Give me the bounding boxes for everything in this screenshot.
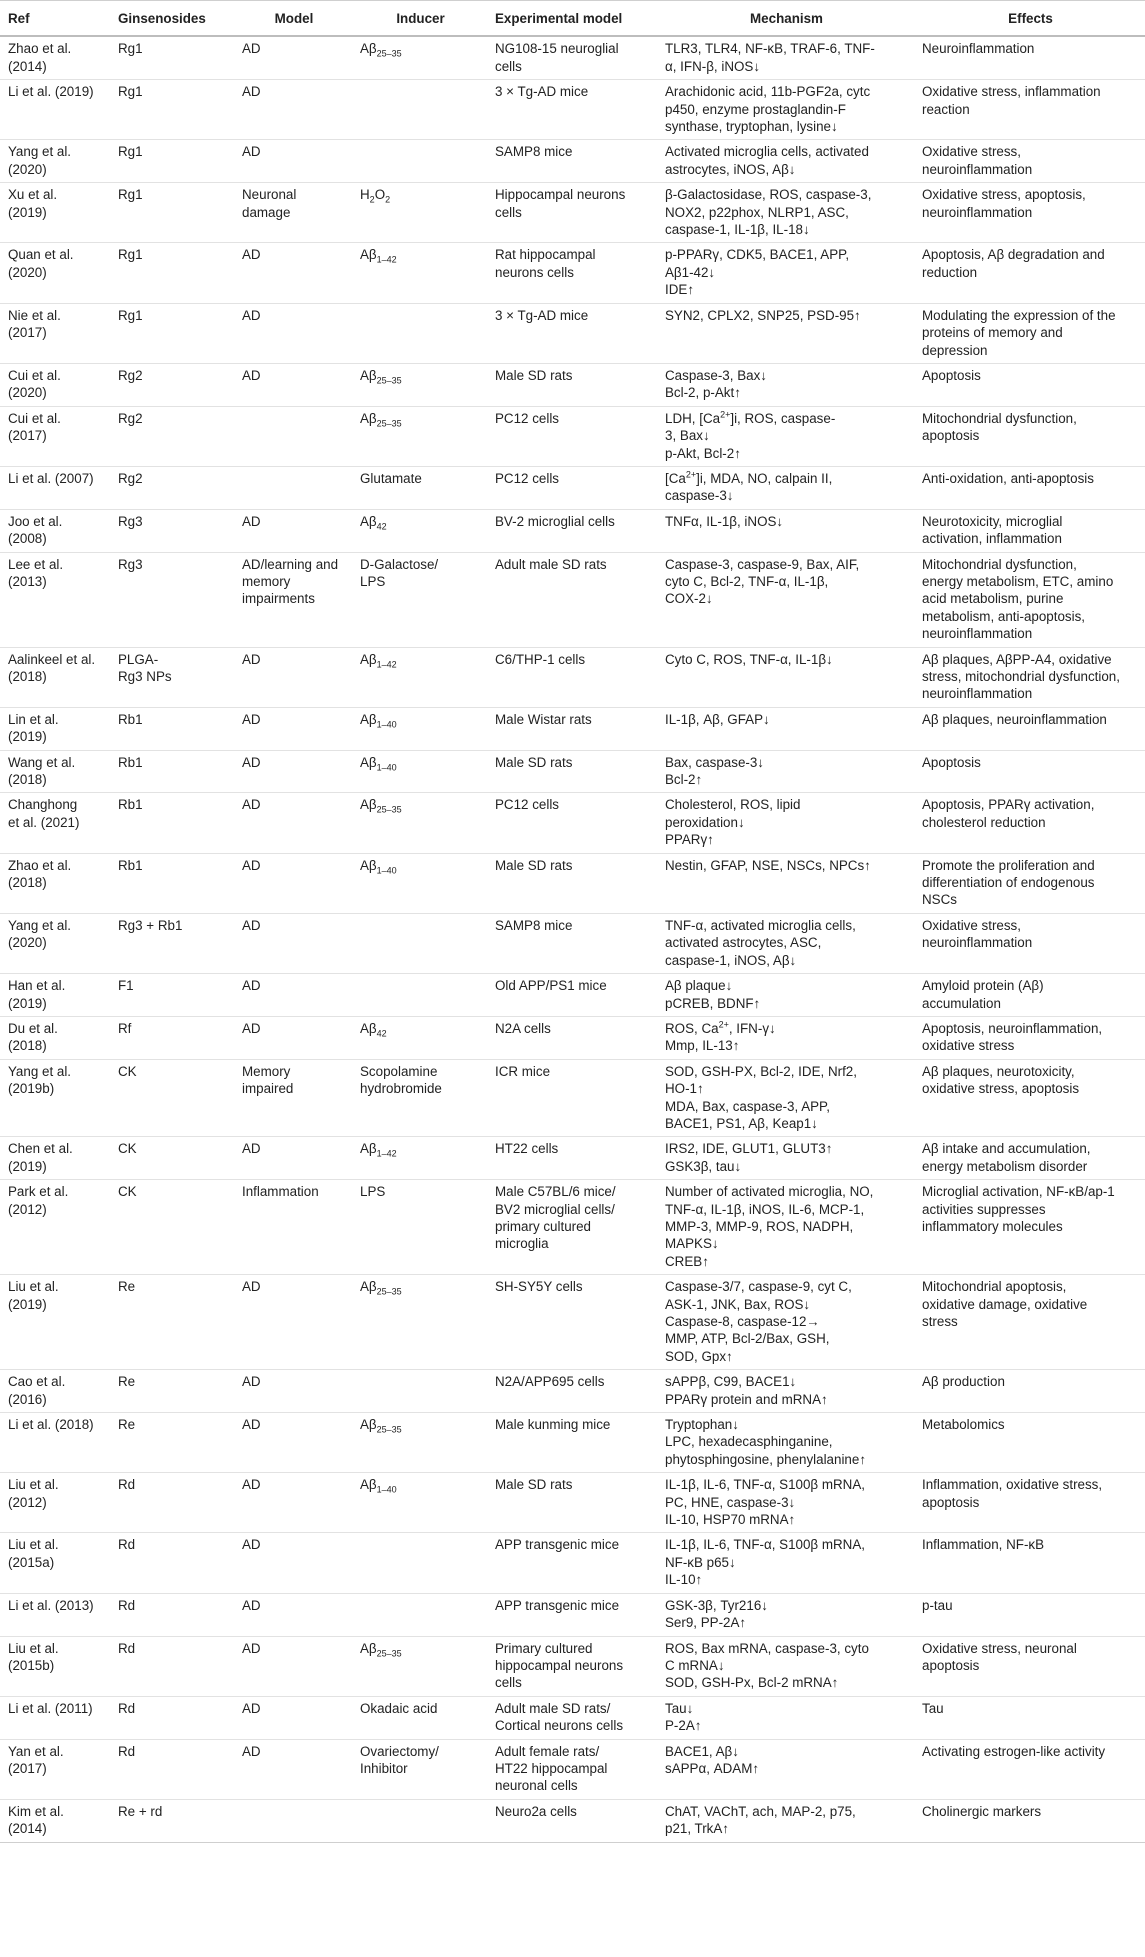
cell-model: AD: [234, 1739, 352, 1799]
cell-ginsenoside: Rg1: [110, 80, 234, 140]
table-row: [0, 183, 1145, 243]
cell-ginsenoside: Rg3: [110, 509, 234, 552]
cell-inducer: Okadaic acid: [352, 1696, 487, 1739]
cell-effects: Aβ plaques, neuroinflammation: [914, 707, 1145, 750]
cell-experimental-model: HT22 cells: [487, 1137, 657, 1180]
cell-inducer: [352, 1533, 487, 1593]
cell-ref: Liu et al. (2015b): [0, 1636, 110, 1696]
cell-model: AD: [234, 303, 352, 363]
cell-experimental-model: PC12 cells: [487, 793, 657, 853]
cell-mechanism: Aβ plaque↓ pCREB, BDNF↑: [657, 974, 914, 1017]
cell-ginsenoside: F1: [110, 974, 234, 1017]
cell-experimental-model: Male SD rats: [487, 750, 657, 793]
cell-ginsenoside: Rg1: [110, 303, 234, 363]
cell-ginsenoside: Rg1: [110, 140, 234, 183]
cell-experimental-model: SH-SY5Y cells: [487, 1275, 657, 1370]
cell-effects: Apoptosis, neuroinflammation, oxidative stress: [914, 1016, 1145, 1059]
table-row: [0, 1593, 1145, 1636]
cell-inducer: Glutamate: [352, 466, 487, 509]
cell-mechanism: Tau↓ P-2A↑: [657, 1696, 914, 1739]
cell-inducer: $A\beta_{42}$: [352, 509, 487, 552]
cell-mechanism: Arachidonic acid, 11b-PGF2a, cytc p450, enzyme prostaglandin-F synthase, tryptophan, lysine↓: [657, 80, 914, 140]
header-ref: Ref: [0, 1, 110, 37]
cell-experimental-model: Adult male SD rats/ Cortical neurons cells: [487, 1696, 657, 1739]
cell-inducer: [352, 1370, 487, 1413]
table-row: [0, 1473, 1145, 1533]
cell-model: [234, 466, 352, 509]
cell-ref: Lin et al. (2019): [0, 707, 110, 750]
cell-effects: Cholinergic markers: [914, 1799, 1145, 1842]
cell-effects: p-tau: [914, 1593, 1145, 1636]
cell-model: AD: [234, 243, 352, 303]
cell-experimental-model: APP transgenic mice: [487, 1533, 657, 1593]
cell-effects: Inflammation, oxidative stress, apoptosis: [914, 1473, 1145, 1533]
cell-mechanism: Caspase-3, Bax↓ Bcl-2, p-Akt↑: [657, 363, 914, 406]
cell-ref: Li et al. (2011): [0, 1696, 110, 1739]
table-row: [0, 80, 1145, 140]
cell-experimental-model: Adult male SD rats: [487, 552, 657, 647]
cell-model: AD: [234, 1473, 352, 1533]
cell-inducer: LPS: [352, 1180, 487, 1275]
cell-effects: Oxidative stress, inflammation reaction: [914, 80, 1145, 140]
cell-ginsenoside: Re: [110, 1370, 234, 1413]
cell-mechanism: TLR3, TLR4, NF-κB, TRAF-6, TNF- α, IFN-β, iNOS↓: [657, 36, 914, 79]
cell-effects: Neuroinflammation: [914, 36, 1145, 79]
cell-mechanism: Cyto C, ROS, TNF-α, IL-1β↓: [657, 647, 914, 707]
cell-model: Memory impaired: [234, 1059, 352, 1137]
cell-effects: Apoptosis, Aβ degradation and reduction: [914, 243, 1145, 303]
cell-mechanism: Caspase-3/7, caspase-9, cyt C, ASK-1, JNK, Bax, ROS↓ Caspase-8, caspase-12→ MMP, ATP, Bcl-2/Bax, GSH, SOD, Gpx↑: [657, 1275, 914, 1370]
cell-mechanism: β-Galactosidase, ROS, caspase-3, NOX2, p22phox, NLRP1, ASC, caspase-1, IL-1β, IL-18↓: [657, 183, 914, 243]
cell-model: AD/learning and memory impairments: [234, 552, 352, 647]
cell-experimental-model: Old APP/PS1 mice: [487, 974, 657, 1017]
header-row: [0, 1, 1145, 37]
cell-ginsenoside: Rg3 + Rb1: [110, 913, 234, 973]
cell-model: AD: [234, 647, 352, 707]
cell-mechanism: Tryptophan↓ LPC, hexadecasphinganine, phytosphingosine, phenylalanine↑: [657, 1413, 914, 1473]
cell-effects: Aβ plaques, neurotoxicity, oxidative stress, apoptosis: [914, 1059, 1145, 1137]
cell-inducer: $H_2O_2$: [352, 183, 487, 243]
table-row: [0, 1533, 1145, 1593]
cell-inducer: $A\beta_{1-42}$: [352, 647, 487, 707]
cell-mechanism: BACE1, Aβ↓ sAPPα, ADAM↑: [657, 1739, 914, 1799]
cell-ref: Joo et al. (2008): [0, 509, 110, 552]
cell-effects: Microglial activation, NF-κB/ap-1 activities suppresses inflammatory molecules: [914, 1180, 1145, 1275]
cell-effects: Mitochondrial apoptosis, oxidative damage, oxidative stress: [914, 1275, 1145, 1370]
cell-effects: Mitochondrial dysfunction, apoptosis: [914, 406, 1145, 466]
cell-ginsenoside: Re + rd: [110, 1799, 234, 1842]
cell-ref: Aalinkeel et al. (2018): [0, 647, 110, 707]
cell-experimental-model: N2A cells: [487, 1016, 657, 1059]
cell-effects: Metabolomics: [914, 1413, 1145, 1473]
header-effects: Effects: [914, 1, 1145, 37]
cell-mechanism: LDH, $[Ca^{2+}]i$, ROS, caspase- 3, Bax↓ p-Akt, Bcl-2↑: [657, 406, 914, 466]
cell-ref: Liu et al. (2012): [0, 1473, 110, 1533]
cell-model: AD: [234, 1533, 352, 1593]
cell-ref: Li et al. (2019): [0, 80, 110, 140]
cell-inducer: $A\beta_{1-40}$: [352, 707, 487, 750]
table-row: [0, 1739, 1145, 1799]
cell-inducer: [352, 80, 487, 140]
header-experimental-model: Experimental model: [487, 1, 657, 37]
cell-inducer: [352, 303, 487, 363]
cell-ref: Cui et al. (2017): [0, 406, 110, 466]
cell-inducer: $A\beta_{1-42}$: [352, 243, 487, 303]
cell-inducer: [352, 1799, 487, 1842]
cell-ref: Cui et al. (2020): [0, 363, 110, 406]
cell-ref: Yang et al. (2019b): [0, 1059, 110, 1137]
cell-ref: Park et al. (2012): [0, 1180, 110, 1275]
cell-ginsenoside: Rd: [110, 1473, 234, 1533]
cell-ref: Li et al. (2013): [0, 1593, 110, 1636]
cell-ginsenoside: Rg1: [110, 243, 234, 303]
cell-inducer: $A\beta_{25-35}$: [352, 1275, 487, 1370]
cell-ginsenoside: Rd: [110, 1636, 234, 1696]
cell-inducer: $A\beta_{25-35}$: [352, 406, 487, 466]
cell-mechanism: p-PPARγ, CDK5, BACE1, APP, Aβ1-42↓ IDE↑: [657, 243, 914, 303]
cell-experimental-model: Neuro2a cells: [487, 1799, 657, 1842]
table-body: [0, 36, 1145, 1842]
cell-experimental-model: Male SD rats: [487, 853, 657, 913]
header-model: Model: [234, 1, 352, 37]
cell-mechanism: IL-1β, IL-6, TNF-α, S100β mRNA, NF-κB p65↓ IL-10↑: [657, 1533, 914, 1593]
cell-ginsenoside: PLGA- Rg3 NPs: [110, 647, 234, 707]
cell-inducer: $A\beta_{25-35}$: [352, 793, 487, 853]
cell-effects: Amyloid protein (Aβ) accumulation: [914, 974, 1145, 1017]
cell-ginsenoside: Rd: [110, 1593, 234, 1636]
cell-ginsenoside: Rg2: [110, 406, 234, 466]
cell-model: AD: [234, 1636, 352, 1696]
cell-experimental-model: Hippocampal neurons cells: [487, 183, 657, 243]
table-header: [0, 1, 1145, 37]
cell-ref: Yang et al. (2020): [0, 140, 110, 183]
cell-inducer: $A\beta_{42}$: [352, 1016, 487, 1059]
cell-ref: Yan et al. (2017): [0, 1739, 110, 1799]
cell-model: AD: [234, 707, 352, 750]
cell-model: AD: [234, 750, 352, 793]
cell-effects: Anti-oxidation, anti-apoptosis: [914, 466, 1145, 509]
cell-ref: Xu et al. (2019): [0, 183, 110, 243]
table-row: [0, 509, 1145, 552]
cell-model: Neuronal damage: [234, 183, 352, 243]
table-row: [0, 1059, 1145, 1137]
cell-mechanism: ChAT, VAChT, ach, MAP-2, p75, p21, TrkA↑: [657, 1799, 914, 1842]
cell-mechanism: Cholesterol, ROS, lipid peroxidation↓ PPARγ↑: [657, 793, 914, 853]
cell-model: AD: [234, 1593, 352, 1636]
cell-experimental-model: 3 × Tg-AD mice: [487, 303, 657, 363]
cell-ginsenoside: Rg3: [110, 552, 234, 647]
cell-ginsenoside: Rg1: [110, 183, 234, 243]
cell-effects: Oxidative stress, neuroinflammation: [914, 913, 1145, 973]
table-row: [0, 707, 1145, 750]
table-row: [0, 466, 1145, 509]
cell-inducer: $A\beta_{25-35}$: [352, 36, 487, 79]
header-mechanism: Mechanism: [657, 1, 914, 37]
cell-model: AD: [234, 80, 352, 140]
cell-mechanism: IRS2, IDE, GLUT1, GLUT3↑ GSK3β, tau↓: [657, 1137, 914, 1180]
cell-ginsenoside: Rd: [110, 1739, 234, 1799]
cell-experimental-model: Rat hippocampal neurons cells: [487, 243, 657, 303]
table-row: [0, 974, 1145, 1017]
cell-inducer: [352, 1593, 487, 1636]
cell-ref: Liu et al. (2015a): [0, 1533, 110, 1593]
cell-model: AD: [234, 1016, 352, 1059]
cell-effects: Oxidative stress, neuronal apoptosis: [914, 1636, 1145, 1696]
cell-model: AD: [234, 363, 352, 406]
cell-ref: Lee et al. (2013): [0, 552, 110, 647]
cell-mechanism: Activated microglia cells, activated astrocytes, iNOS, Aβ↓: [657, 140, 914, 183]
cell-experimental-model: Male SD rats: [487, 1473, 657, 1533]
cell-mechanism: Nestin, GFAP, NSE, NSCs, NPCs↑: [657, 853, 914, 913]
cell-mechanism: TNFα, IL-1β, iNOS↓: [657, 509, 914, 552]
cell-mechanism: IL-1β, IL-6, TNF-α, S100β mRNA, PC, HNE, caspase-3↓ IL-10, HSP70 mRNA↑: [657, 1473, 914, 1533]
cell-ginsenoside: Rb1: [110, 853, 234, 913]
header-inducer: Inducer: [352, 1, 487, 37]
cell-inducer: $A\beta_{25-35}$: [352, 1413, 487, 1473]
cell-inducer: $A\beta_{1-40}$: [352, 853, 487, 913]
table-row: [0, 793, 1145, 853]
cell-effects: Inflammation, NF-κB: [914, 1533, 1145, 1593]
cell-ref: Nie et al. (2017): [0, 303, 110, 363]
cell-experimental-model: NG108-15 neuroglial cells: [487, 36, 657, 79]
cell-inducer: Ovariectomy/ Inhibitor: [352, 1739, 487, 1799]
table-row: [0, 1413, 1145, 1473]
cell-ginsenoside: Rb1: [110, 750, 234, 793]
cell-experimental-model: ICR mice: [487, 1059, 657, 1137]
table-row: [0, 913, 1145, 973]
cell-experimental-model: PC12 cells: [487, 406, 657, 466]
cell-inducer: [352, 974, 487, 1017]
cell-experimental-model: 3 × Tg-AD mice: [487, 80, 657, 140]
cell-model: AD: [234, 509, 352, 552]
cell-ginsenoside: Re: [110, 1275, 234, 1370]
cell-inducer: $A\beta_{1-40}$: [352, 750, 487, 793]
cell-ginsenoside: Rg2: [110, 466, 234, 509]
cell-effects: Apoptosis, PPARγ activation, cholesterol reduction: [914, 793, 1145, 853]
table-row: [0, 363, 1145, 406]
cell-effects: Aβ plaques, AβPP-A4, oxidative stress, mitochondrial dysfunction, neuroinflammation: [914, 647, 1145, 707]
cell-ginsenoside: Rb1: [110, 793, 234, 853]
cell-model: AD: [234, 1413, 352, 1473]
cell-inducer: $A\beta_{25-35}$: [352, 1636, 487, 1696]
header-ginsenosides: Ginsenosides: [110, 1, 234, 37]
cell-ginsenoside: Re: [110, 1413, 234, 1473]
cell-experimental-model: Adult female rats/ HT22 hippocampal neuronal cells: [487, 1739, 657, 1799]
cell-mechanism: Number of activated microglia, NO, TNF-α, IL-1β, iNOS, IL-6, MCP-1, MMP-3, MMP-9, ROS, NADPH, MAPKS↓ CREB↑: [657, 1180, 914, 1275]
table-row: [0, 36, 1145, 79]
cell-ref: Chen et al. (2019): [0, 1137, 110, 1180]
cell-effects: Apoptosis: [914, 750, 1145, 793]
cell-ref: Zhao et al. (2014): [0, 36, 110, 79]
cell-experimental-model: Male Wistar rats: [487, 707, 657, 750]
cell-inducer: [352, 913, 487, 973]
cell-model: AD: [234, 974, 352, 1017]
cell-model: AD: [234, 793, 352, 853]
cell-mechanism: TNF-α, activated microglia cells, activated astrocytes, ASC, caspase-1, iNOS, Aβ↓: [657, 913, 914, 973]
cell-mechanism: ROS, $Ca^{2+}$, IFN-γ↓ Mmp, IL-13↑: [657, 1016, 914, 1059]
cell-model: AD: [234, 853, 352, 913]
cell-mechanism: IL-1β, Aβ, GFAP↓: [657, 707, 914, 750]
cell-model: AD: [234, 1275, 352, 1370]
table-row: [0, 1370, 1145, 1413]
cell-ginsenoside: CK: [110, 1059, 234, 1137]
cell-experimental-model: BV-2 microglial cells: [487, 509, 657, 552]
table-row: [0, 140, 1145, 183]
cell-model: AD: [234, 913, 352, 973]
cell-inducer: $A\beta_{1-40}$: [352, 1473, 487, 1533]
cell-ginsenoside: CK: [110, 1137, 234, 1180]
cell-ref: Liu et al. (2019): [0, 1275, 110, 1370]
cell-mechanism: GSK-3β, Tyr216↓ Ser9, PP-2A↑: [657, 1593, 914, 1636]
cell-effects: Activating estrogen-like activity: [914, 1739, 1145, 1799]
cell-ginsenoside: Rg1: [110, 36, 234, 79]
cell-model: AD: [234, 140, 352, 183]
cell-ginsenoside: CK: [110, 1180, 234, 1275]
cell-experimental-model: Male kunming mice: [487, 1413, 657, 1473]
cell-effects: Modulating the expression of the proteins of memory and depression: [914, 303, 1145, 363]
cell-effects: Neurotoxicity, microglial activation, inflammation: [914, 509, 1145, 552]
cell-inducer: $A\beta_{25-35}$: [352, 363, 487, 406]
cell-ref: Li et al. (2007): [0, 466, 110, 509]
cell-experimental-model: Male C57BL/6 mice/ BV2 microglial cells/ primary cultured microglia: [487, 1180, 657, 1275]
cell-ginsenoside: Rg2: [110, 363, 234, 406]
cell-experimental-model: Male SD rats: [487, 363, 657, 406]
cell-mechanism: Bax, caspase-3↓ Bcl-2↑: [657, 750, 914, 793]
cell-model: [234, 406, 352, 466]
cell-effects: Apoptosis: [914, 363, 1145, 406]
table-row: [0, 853, 1145, 913]
cell-inducer: Scopolamine hydrobromide: [352, 1059, 487, 1137]
cell-ref: Du et al. (2018): [0, 1016, 110, 1059]
cell-effects: Aβ intake and accumulation, energy metabolism disorder: [914, 1137, 1145, 1180]
cell-experimental-model: SAMP8 mice: [487, 140, 657, 183]
cell-experimental-model: C6/THP-1 cells: [487, 647, 657, 707]
cell-inducer: [352, 140, 487, 183]
cell-ref: Han et al. (2019): [0, 974, 110, 1017]
cell-ginsenoside: Rb1: [110, 707, 234, 750]
table-row: [0, 303, 1145, 363]
cell-effects: Promote the proliferation and differentiation of endogenous NSCs: [914, 853, 1145, 913]
cell-model: AD: [234, 1370, 352, 1413]
cell-mechanism: SOD, GSH-PX, Bcl-2, IDE, Nrf2, HO-1↑ MDA, Bax, caspase-3, APP, BACE1, PS1, Aβ, Keap1↓: [657, 1059, 914, 1137]
cell-ref: Cao et al. (2016): [0, 1370, 110, 1413]
cell-effects: Tau: [914, 1696, 1145, 1739]
cell-model: [234, 1799, 352, 1842]
table-row: [0, 1636, 1145, 1696]
cell-model: AD: [234, 1696, 352, 1739]
cell-ginsenoside: Rd: [110, 1533, 234, 1593]
cell-experimental-model: APP transgenic mice: [487, 1593, 657, 1636]
table-row: [0, 1180, 1145, 1275]
table-row: [0, 1799, 1145, 1842]
cell-experimental-model: SAMP8 mice: [487, 913, 657, 973]
table-row: [0, 1696, 1145, 1739]
cell-ref: Kim et al. (2014): [0, 1799, 110, 1842]
table-row: [0, 1137, 1145, 1180]
cell-mechanism: $[Ca^{2+}]i$, MDA, NO, calpain II, caspase-3↓: [657, 466, 914, 509]
table-row: [0, 406, 1145, 466]
cell-inducer: $A\beta_{1-42}$: [352, 1137, 487, 1180]
cell-ref: Wang et al. (2018): [0, 750, 110, 793]
cell-experimental-model: Primary cultured hippocampal neurons cells: [487, 1636, 657, 1696]
cell-inducer: D-Galactose/ LPS: [352, 552, 487, 647]
cell-effects: Oxidative stress, apoptosis, neuroinflammation: [914, 183, 1145, 243]
table-row: [0, 647, 1145, 707]
cell-ref: Yang et al. (2020): [0, 913, 110, 973]
cell-experimental-model: PC12 cells: [487, 466, 657, 509]
cell-ref: Zhao et al. (2018): [0, 853, 110, 913]
cell-model: AD: [234, 1137, 352, 1180]
cell-ref: Changhong et al. (2021): [0, 793, 110, 853]
cell-mechanism: SYN2, CPLX2, SNP25, PSD-95↑: [657, 303, 914, 363]
cell-mechanism: ROS, Bax mRNA, caspase-3, cyto C mRNA↓ SOD, GSH-Px, Bcl-2 mRNA↑: [657, 1636, 914, 1696]
table-row: [0, 243, 1145, 303]
cell-effects: Oxidative stress, neuroinflammation: [914, 140, 1145, 183]
cell-experimental-model: N2A/APP695 cells: [487, 1370, 657, 1413]
cell-ginsenoside: Rd: [110, 1696, 234, 1739]
cell-effects: Aβ production: [914, 1370, 1145, 1413]
table-row: [0, 552, 1145, 647]
cell-mechanism: sAPPβ, C99, BACE1↓ PPARγ protein and mRNA↑: [657, 1370, 914, 1413]
cell-ref: Li et al. (2018): [0, 1413, 110, 1473]
cell-ref: Quan et al. (2020): [0, 243, 110, 303]
cell-model: Inflammation: [234, 1180, 352, 1275]
cell-model: AD: [234, 36, 352, 79]
table-row: [0, 1016, 1145, 1059]
table-row: [0, 750, 1145, 793]
cell-effects: Mitochondrial dysfunction, energy metabolism, ETC, amino acid metabolism, purine metabolism, anti-apoptosis, neuroinflammation: [914, 552, 1145, 647]
table-row: [0, 1275, 1145, 1370]
cell-mechanism: Caspase-3, caspase-9, Bax, AIF, cyto C, Bcl-2, TNF-α, IL-1β, COX-2↓: [657, 552, 914, 647]
cell-ginsenoside: Rf: [110, 1016, 234, 1059]
